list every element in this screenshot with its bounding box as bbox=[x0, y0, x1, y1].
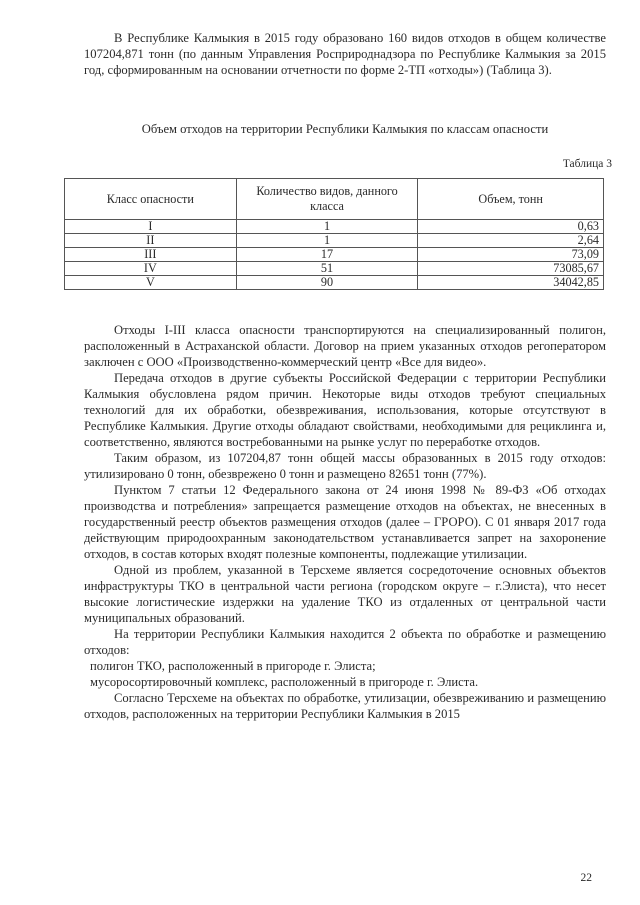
paragraph: Одной из проблем, указанной в Терсхеме является сосредоточение основных объектов инфраструктуры ТКО в центральной части региона (городском округе – г.Элиста), что несет высокие логистические издержки на удаление ТКО из отдаленных от центральной части муниципальных образований. bbox=[84, 563, 606, 625]
list-item: полигон ТКО, расположенный в пригороде г. Элиста; bbox=[90, 659, 376, 673]
table-row bbox=[65, 220, 604, 234]
table-row bbox=[65, 262, 604, 276]
cell-volume: 73085,67 bbox=[418, 262, 604, 276]
list-item: мусоросортировочный комплекс, расположенный в пригороде г. Элиста. bbox=[90, 675, 479, 689]
page-number: 22 bbox=[580, 872, 592, 884]
table-row bbox=[65, 234, 604, 248]
cell-volume: 2,64 bbox=[418, 234, 604, 248]
paragraph: Передача отходов в другие субъекты Российской Федерации с территории Республики Калмыкия обусловлена рядом причин. Некоторые виды отходов требуют специальных технологий для их обработки, обезвреживания, использования, которые отсутствуют в Республике Калмыкия. Другие отходы обладают свойствами, необходимыми для рециклинга и, соответственно, являются востребованными на рынке услуг по переработке отходов. bbox=[84, 371, 606, 449]
cell-count: 51 bbox=[236, 262, 418, 276]
cell-count: 17 bbox=[236, 248, 418, 262]
cell-class: V bbox=[65, 276, 237, 290]
cell-class: II bbox=[65, 234, 237, 248]
cell-volume: 73,09 bbox=[418, 248, 604, 262]
paragraph: Отходы I-III класса опасности транспортируются на специализированный полигон, расположенный в Астраханской области. Договор на прием указанных отходов регоператором заключен с ООО «Производственно-коммерческий центр «Все для видео». bbox=[84, 323, 606, 369]
cell-count: 90 bbox=[236, 276, 418, 290]
table-row bbox=[65, 276, 604, 290]
table-row bbox=[65, 248, 604, 262]
header-type-count: Количество видов, данного класса bbox=[236, 179, 418, 220]
paragraph: На территории Республики Калмыкия находится 2 объекта по обработке и размещению отходов: bbox=[84, 627, 606, 657]
intro-paragraph: В Республике Калмыкия в 2015 году образовано 160 видов отходов в общем количестве 107204,871 тонн (по данным Управления Росприроднадзора по Республике Калмыкия за 2015 год, сформированным на основании отчетности по форме 2-ТП «отходы») (Таблица 3). bbox=[84, 31, 606, 77]
paragraph: Пунктом 7 статьи 12 Федерального закона от 24 июня 1998 № 89-ФЗ «Об отходах производства и потребления» запрещается размещение отходов на объектах, не внесенных в государственный реестр объектов размещения отходов (далее – ГРОРО). С 01 января 2017 года действующим природоохранным законодательством устанавливается запрет на захоронение отходов, в состав которых входят полезные компоненты, подлежащие утилизации. bbox=[84, 483, 606, 561]
header-hazard-class: Класс опасности bbox=[65, 179, 237, 220]
cell-volume: 0,63 bbox=[418, 220, 604, 234]
cell-volume: 34042,85 bbox=[418, 276, 604, 290]
cell-class: III bbox=[65, 248, 237, 262]
header-volume: Объем, тонн bbox=[418, 179, 604, 220]
paragraph: Таким образом, из 107204,87 тонн общей массы образованных в 2015 году отходов: утилизировано 0 тонн, обезврежено 0 тонн и размещено 82651 тонн (77%). bbox=[84, 451, 606, 481]
cell-class: IV bbox=[65, 262, 237, 276]
cell-count: 1 bbox=[236, 220, 418, 234]
intro-section bbox=[84, 30, 606, 78]
table-title: Объем отходов на территории Республики Калмыкия по классам опасности bbox=[141, 122, 549, 136]
cell-count: 1 bbox=[236, 234, 418, 248]
closing-paragraph: Согласно Терсхеме на объектах по обработке, утилизации, обезвреживанию и размещению отходов, расположенных на территории Республики Калмыкия в 2015 bbox=[84, 691, 606, 721]
hazard-class-table bbox=[64, 178, 604, 290]
table-header-row bbox=[65, 179, 604, 220]
cell-class: I bbox=[65, 220, 237, 234]
table-number-label: Таблица 3 bbox=[562, 158, 612, 170]
body-section bbox=[84, 322, 606, 722]
